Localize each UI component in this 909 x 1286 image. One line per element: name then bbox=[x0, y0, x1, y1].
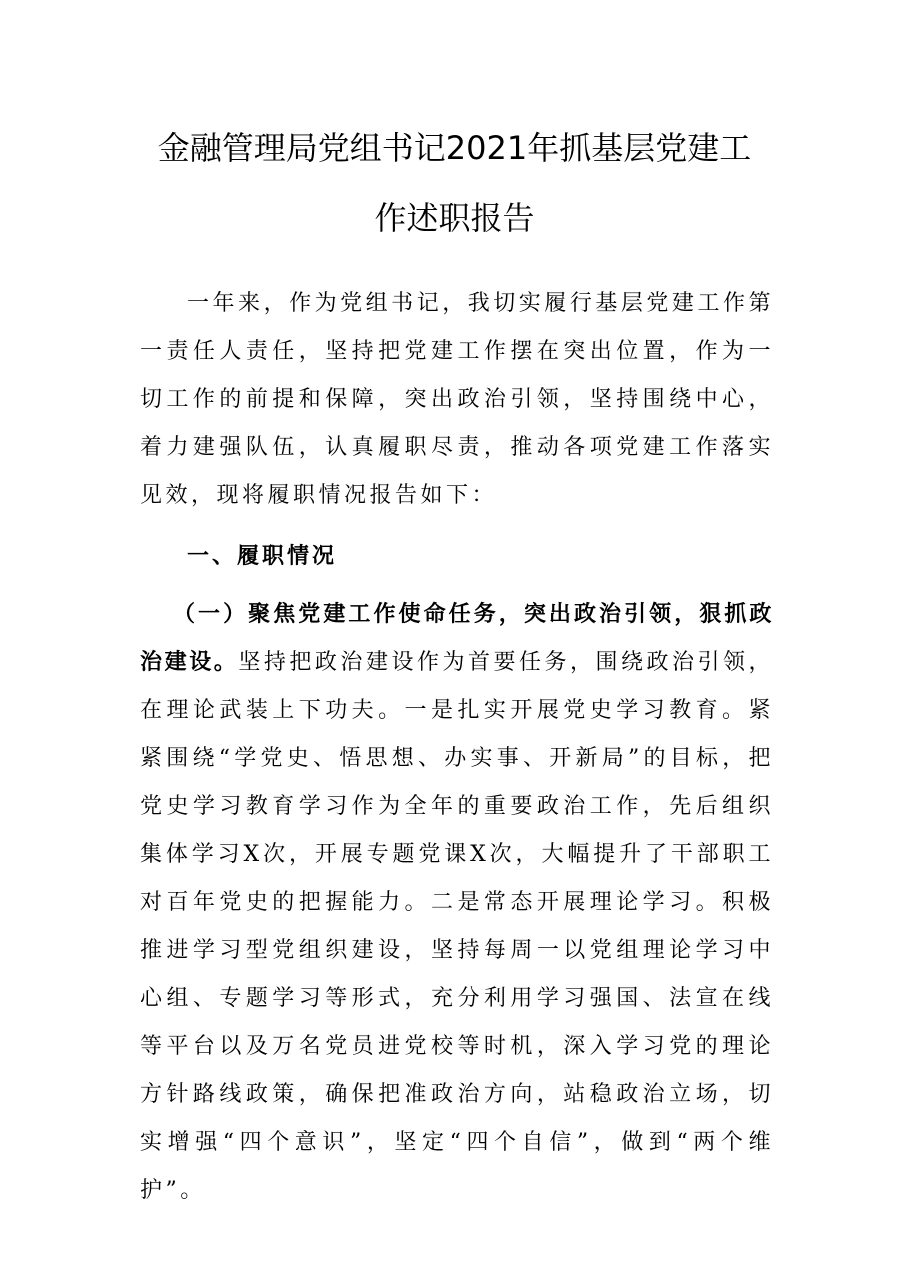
document-title-line-1: 金融管理局党组书记2021年抓基层党建工 bbox=[157, 129, 752, 167]
subsection-paragraph bbox=[140, 591, 774, 1215]
intro-paragraph: 一年来，作为党组书记，我切实履行基层党建工作第一责任人责任，坚持把党建工作摆在突出位置，作为一切工作的前提和保障，突出政治引领，坚持围绕中心，着力建强队伍，认真履职尽责，推动各项党建工作落实见效，现将履职情况报告如下： bbox=[140, 291, 774, 508]
document-title-line-2: 作述职报告 bbox=[374, 199, 535, 237]
subsection-body: 坚持把政治建设作为首要任务，围绕政治引领，在理论武装上下功夫。一是扎实开展党史学习教育。紧紧围绕“学党史、悟思想、办实事、开新局”的目标，把党史学习教育学习作为全年的重要政治工作，先后组织集体学习X次，开展专题党课X次，大幅提升了干部职工对百年党史的把握能力。二是常态开展理论学习。积极推进学习型党组织建设，坚持每周一以党组理论学习中心组、专题学习等形式，充分利用学习强国、法宣在线等平台以及万名党员进党校等时机，深入学习党的理论方针路线政策，确保把准政治方向，站稳政治立场，切实增强“四个意识”，坚定“四个自信”，做到“两个维护”。 bbox=[140, 650, 774, 1203]
subsection-lead: （一）聚焦党建工作使命任务，突出政治引领，狠抓政治建设。 bbox=[140, 602, 774, 675]
section-heading: 一、履职情况 bbox=[187, 544, 338, 569]
